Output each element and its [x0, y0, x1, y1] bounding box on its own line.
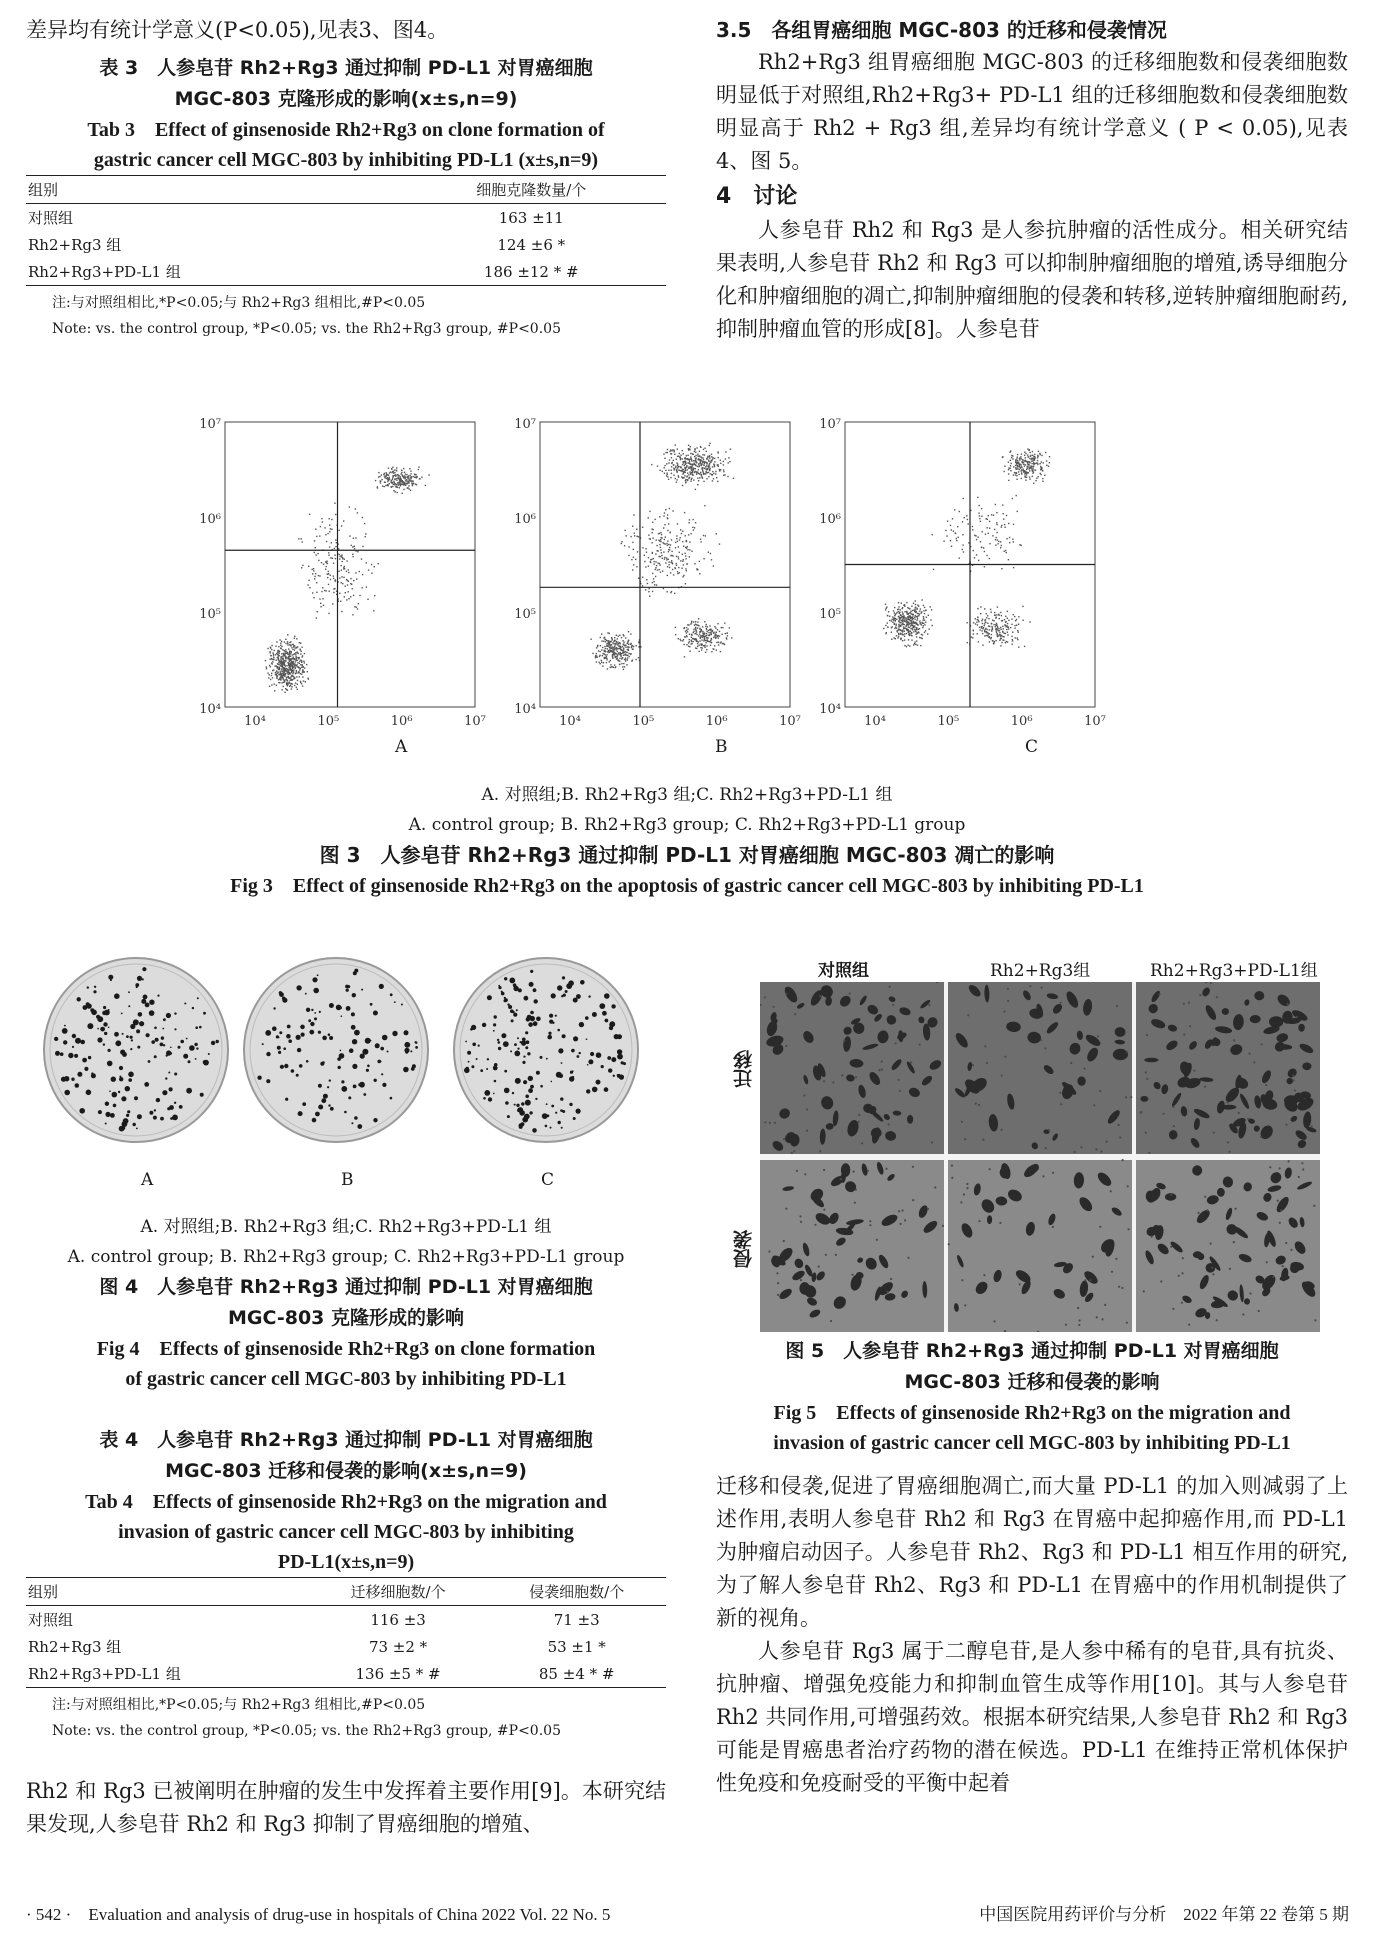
section-4-paragraph: 人参皂苷 Rh2 和 Rg3 是人参抗肿瘤的活性成分。相关研究结果表明,人参皂苷 Rh2 和 Rg3 可以抑制肿瘤细胞的增殖,诱导细胞分化和肿瘤细胞的凋亡,抑制肿瘤细胞的侵袭和转移,逆转肿瘤细胞耐药,抑制肿瘤血管的形成[8]。人参皂苷 [716, 218, 1348, 341]
micrograph-panel [1136, 1160, 1320, 1332]
table4-note-cn: 注:与对照组相比,*P<0.05;与 Rh2+Rg3 组相比,#P<0.05 [52, 1697, 426, 1713]
table-row [26, 258, 666, 286]
table-cell: Rh2+Rg3 组 [28, 1638, 122, 1656]
table4-title-en-1: Tab 4 Effects of ginsenoside Rh2+Rg3 on the migration and [85, 1491, 607, 1513]
x-tick-label: 10⁵ [317, 714, 340, 729]
fig3-panel-label-c: C [1025, 737, 1039, 757]
fig5-figure [730, 950, 1330, 1335]
table-row [26, 1660, 666, 1688]
table3-header-row [26, 176, 666, 204]
x-tick-label: 10⁵ [937, 714, 960, 729]
x-tick-label: 10⁶ [705, 714, 728, 729]
bottom-left-text-block [26, 1775, 666, 1841]
fig4-label-b: B [341, 1170, 354, 1190]
fig3-panel [819, 417, 1106, 729]
table4-header-invasion: 侵袭细胞数/个 [529, 1583, 625, 1601]
y-tick-label: 10⁷ [819, 417, 841, 432]
x-tick-label: 10⁶ [390, 714, 413, 729]
fig5-caption-en-2: invasion of gastric cancer cell MGC-803 by inhibiting PD-L1 [773, 1432, 1291, 1454]
table4-title-cn-2: MGC-803 迁移和侵袭的影响(x±s,n=9) [165, 1460, 527, 1482]
table-cell: 71 ±3 [553, 1610, 600, 1629]
table-cell: 124 ±6 * [497, 235, 566, 254]
fig5-caption-en-1: Fig 5 Effects of ginsenoside Rh2+Rg3 on the migration and [773, 1402, 1291, 1424]
fig3-panel-label-a: A [395, 737, 408, 757]
fig4-label-c: C [541, 1170, 555, 1190]
table4 [26, 1577, 666, 1688]
x-tick-label: 10⁵ [632, 714, 655, 729]
fig5-col-label-control: 对照组 [818, 961, 869, 981]
table-cell: 186 ±12 * # [483, 262, 579, 281]
x-tick-label: 10⁷ [464, 714, 486, 729]
fig5-row-label-invasion: 侵袭 [733, 1230, 755, 1268]
colony-plate [454, 958, 638, 1142]
y-tick-label: 10⁶ [514, 512, 536, 527]
fig4-caption-cn-1: 图 4 人参皂苷 Rh2+Rg3 通过抑制 PD-L1 对胃癌细胞 [99, 1276, 593, 1298]
fig4-colony-plates [36, 950, 656, 1150]
table-cell: 85 ±4 * # [538, 1664, 615, 1683]
y-tick-label: 10⁴ [200, 702, 221, 717]
table-row [26, 204, 666, 232]
fig5-row-label-migration: 迁移 [733, 1050, 755, 1088]
x-tick-label: 10⁴ [244, 714, 266, 729]
right-column-top [716, 14, 1348, 346]
fig4-legend-cn: A. 对照组;B. Rh2+Rg3 组;C. Rh2+Rg3+PD-L1 组 [140, 1217, 552, 1237]
fig3-panels [200, 410, 1180, 770]
table3-header-group: 组别 [28, 181, 59, 199]
fig5-caption-cn-1: 图 5 人参皂苷 Rh2+Rg3 通过抑制 PD-L1 对胃癌细胞 [785, 1340, 1279, 1362]
right-column-paragraph-1: 迁移和侵袭,促进了胃癌细胞凋亡,而大量 PD-L1 的加入则减弱了上述作用,表明人参皂苷 Rh2 和 Rg3 在胃癌中起抑癌作用,而 PD-L1 为肿瘤启动因子。人参皂苷 Rh2、Rg3 和 PD-L1 相互作用的研究,为了解人参皂苷 Rh2、Rg3 和 PD-L1 在胃癌中的作用机制提供了新的视角。 [716, 1474, 1348, 1630]
table-row [26, 1606, 666, 1634]
table4-title-en-3: PD-L1(x±s,n=9) [277, 1551, 415, 1573]
fig3-legend-cn: A. 对照组;B. Rh2+Rg3 组;C. Rh2+Rg3+PD-L1 组 [481, 785, 893, 805]
fig4-caption-en-2: of gastric cancer cell MGC-803 by inhibiting PD-L1 [125, 1368, 567, 1390]
fig4-caption-block [26, 1212, 666, 1394]
table3-title-en-2: gastric cancer cell MGC-803 by inhibiting PD-L1 (x±s,n=9) [93, 149, 599, 171]
x-tick-label: 10⁷ [779, 714, 801, 729]
table3-title-en-1: Tab 3 Effect of ginsenoside Rh2+Rg3 on clone formation of [87, 119, 605, 141]
fig4-letters [36, 1170, 656, 1200]
fig3-legend-en: A. control group; B. Rh2+Rg3 group; C. Rh2+Rg3+PD-L1 group [408, 815, 966, 835]
x-tick-label: 10⁴ [864, 714, 886, 729]
fig5-col-label-rh2rg3: Rh2+Rg3组 [990, 961, 1091, 981]
micrograph-panel [760, 982, 944, 1154]
colony-plate [244, 958, 428, 1142]
fig5-caption-cn-2: MGC-803 迁移和侵袭的影响 [904, 1371, 1160, 1393]
fig5-caption-block [716, 1336, 1348, 1458]
fig3-scatter-plots [200, 410, 1180, 770]
colony-plate [44, 958, 228, 1142]
table-cell: 73 ±2 * [368, 1637, 428, 1656]
fig4-plates [36, 950, 656, 1150]
table-cell: 53 ±1 * [547, 1637, 606, 1656]
table-cell: Rh2+Rg3 组 [28, 236, 122, 254]
table-cell: 116 ±3 [370, 1610, 426, 1629]
table-cell: 对照组 [28, 209, 74, 227]
fig3-panel [200, 417, 486, 729]
table4-header-row [26, 1578, 666, 1606]
y-tick-label: 10⁷ [514, 417, 536, 432]
fig3-caption-en: Fig 3 Effect of ginsenoside Rh2+Rg3 on the apoptosis of gastric cancer cell MGC-803 by inhibiting PD-L1 [230, 875, 1144, 897]
fig4-label-a: A [141, 1170, 154, 1190]
table-cell: Rh2+Rg3+PD-L1 组 [28, 1665, 181, 1683]
fig4-legend-en: A. control group; B. Rh2+Rg3 group; C. Rh2+Rg3+PD-L1 group [67, 1247, 625, 1267]
micrograph-panel [948, 1159, 1132, 1332]
fig5-micrographs [760, 982, 1320, 1332]
table-cell: 对照组 [28, 1611, 74, 1629]
x-tick-label: 10⁴ [559, 714, 581, 729]
left-column-top [26, 14, 666, 342]
bottom-left-paragraph: Rh2 和 Rg3 已被阐明在肿瘤的发生中发挥着主要作用[9]。本研究结果发现,人参皂苷 Rh2 和 Rg3 抑制了胃癌细胞的增殖、 [26, 1779, 666, 1836]
fig5-col-label-pdl1: Rh2+Rg3+PD-L1组 [1150, 961, 1318, 981]
table-cell: 136 ±5 * # [355, 1664, 441, 1683]
table4-note-en: Note: vs. the control group, *P<0.05; vs. the Rh2+Rg3 group, #P<0.05 [52, 1723, 561, 1739]
y-tick-label: 10⁶ [200, 512, 221, 527]
table4-header-migration: 迁移细胞数/个 [350, 1583, 446, 1601]
plot-frame [540, 422, 790, 707]
fig3-panel [514, 417, 801, 729]
micrograph-panel [1136, 982, 1320, 1154]
y-tick-label: 10⁴ [819, 702, 841, 717]
table3-title-cn-1: 表 3 人参皂苷 Rh2+Rg3 通过抑制 PD-L1 对胃癌细胞 [99, 57, 593, 79]
footer-right: 中国医院用药评价与分析 2022 年第 22 卷第 5 期 [979, 1905, 1349, 1924]
section-4-heading: 4 讨论 [716, 184, 798, 209]
section-3-5-paragraph: Rh2+Rg3 组胃癌细胞 MGC-803 的迁移细胞数和侵袭细胞数明显低于对照组,Rh2+Rg3+ PD-L1 组的迁移细胞数和侵袭细胞数明显高于 Rh2 + Rg3 组,差异均有统计学意义 ( P < 0.05),见表 4、图 5。 [716, 50, 1348, 173]
right-column-bottom [716, 1470, 1348, 1800]
table4-block [26, 1425, 666, 1744]
table-cell: 163 ±11 [498, 208, 564, 227]
y-tick-label: 10⁷ [200, 417, 221, 432]
top-left-paragraph: 差异均有统计学意义(P<0.05),见表3、图4。 [26, 18, 449, 42]
y-tick-label: 10⁵ [514, 607, 536, 622]
y-tick-label: 10⁴ [514, 702, 536, 717]
fig4-caption-en-1: Fig 4 Effects of ginsenoside Rh2+Rg3 on clone formation [96, 1338, 596, 1360]
table3-note-cn: 注:与对照组相比,*P<0.05;与 Rh2+Rg3 组相比,#P<0.05 [52, 295, 426, 311]
y-tick-label: 10⁵ [200, 607, 221, 622]
x-tick-label: 10⁷ [1084, 714, 1106, 729]
section-3-5-heading: 3.5 各组胃癌细胞 MGC-803 的迁移和侵袭情况 [716, 18, 1167, 42]
fig3-panel-label-b: B [715, 737, 728, 757]
table3-note-en: Note: vs. the control group, *P<0.05; vs. the Rh2+Rg3 group, #P<0.05 [52, 321, 561, 337]
micrograph-panel [948, 982, 1132, 1154]
table4-title-cn-1: 表 4 人参皂苷 Rh2+Rg3 通过抑制 PD-L1 对胃癌细胞 [99, 1429, 593, 1451]
table-cell: Rh2+Rg3+PD-L1 组 [28, 263, 181, 281]
fig5-image-grid [760, 982, 1320, 1332]
table4-title-en-2: invasion of gastric cancer cell MGC-803 by inhibiting [118, 1521, 574, 1543]
micrograph-panel [760, 1160, 944, 1332]
table3-title-cn-2: MGC-803 克隆形成的影响(x±s,n=9) [174, 88, 518, 110]
table4-header-group: 组别 [28, 1583, 59, 1601]
table3-header-count: 细胞克隆数量/个 [476, 181, 587, 199]
plot-frame [225, 422, 475, 707]
fig3-caption-cn: 图 3 人参皂苷 Rh2+Rg3 通过抑制 PD-L1 对胃癌细胞 MGC-803 凋亡的影响 [319, 843, 1055, 867]
table-row [26, 1633, 666, 1660]
y-tick-label: 10⁵ [819, 607, 841, 622]
x-tick-label: 10⁶ [1010, 714, 1033, 729]
right-column-paragraph-2: 人参皂苷 Rg3 属于二醇皂苷,是人参中稀有的皂苷,具有抗炎、抗肿瘤、增强免疫能力和抑制血管生成等作用[10]。其与人参皂苷 Rh2 共同作用,可增强药效。根据本研究结果,人参皂苷 Rh2 和 Rg3 可能是胃癌患者治疗药物的潜在候选。PD-L1 在维持正常机体保护性免疫和免疫耐受的平衡中起着 [716, 1639, 1348, 1795]
y-tick-label: 10⁶ [819, 512, 841, 527]
fig4-caption-cn-2: MGC-803 克隆形成的影响 [227, 1307, 465, 1329]
table-row [26, 231, 666, 258]
footer-left: · 542 · Evaluation and analysis of drug-use in hospitals of China 2022 Vol. 22 No. 5 [26, 1905, 611, 1924]
micrograph-background [1136, 982, 1320, 1154]
table3 [26, 175, 666, 286]
fig3-caption-block [26, 780, 1348, 901]
plate-disc [244, 958, 428, 1142]
